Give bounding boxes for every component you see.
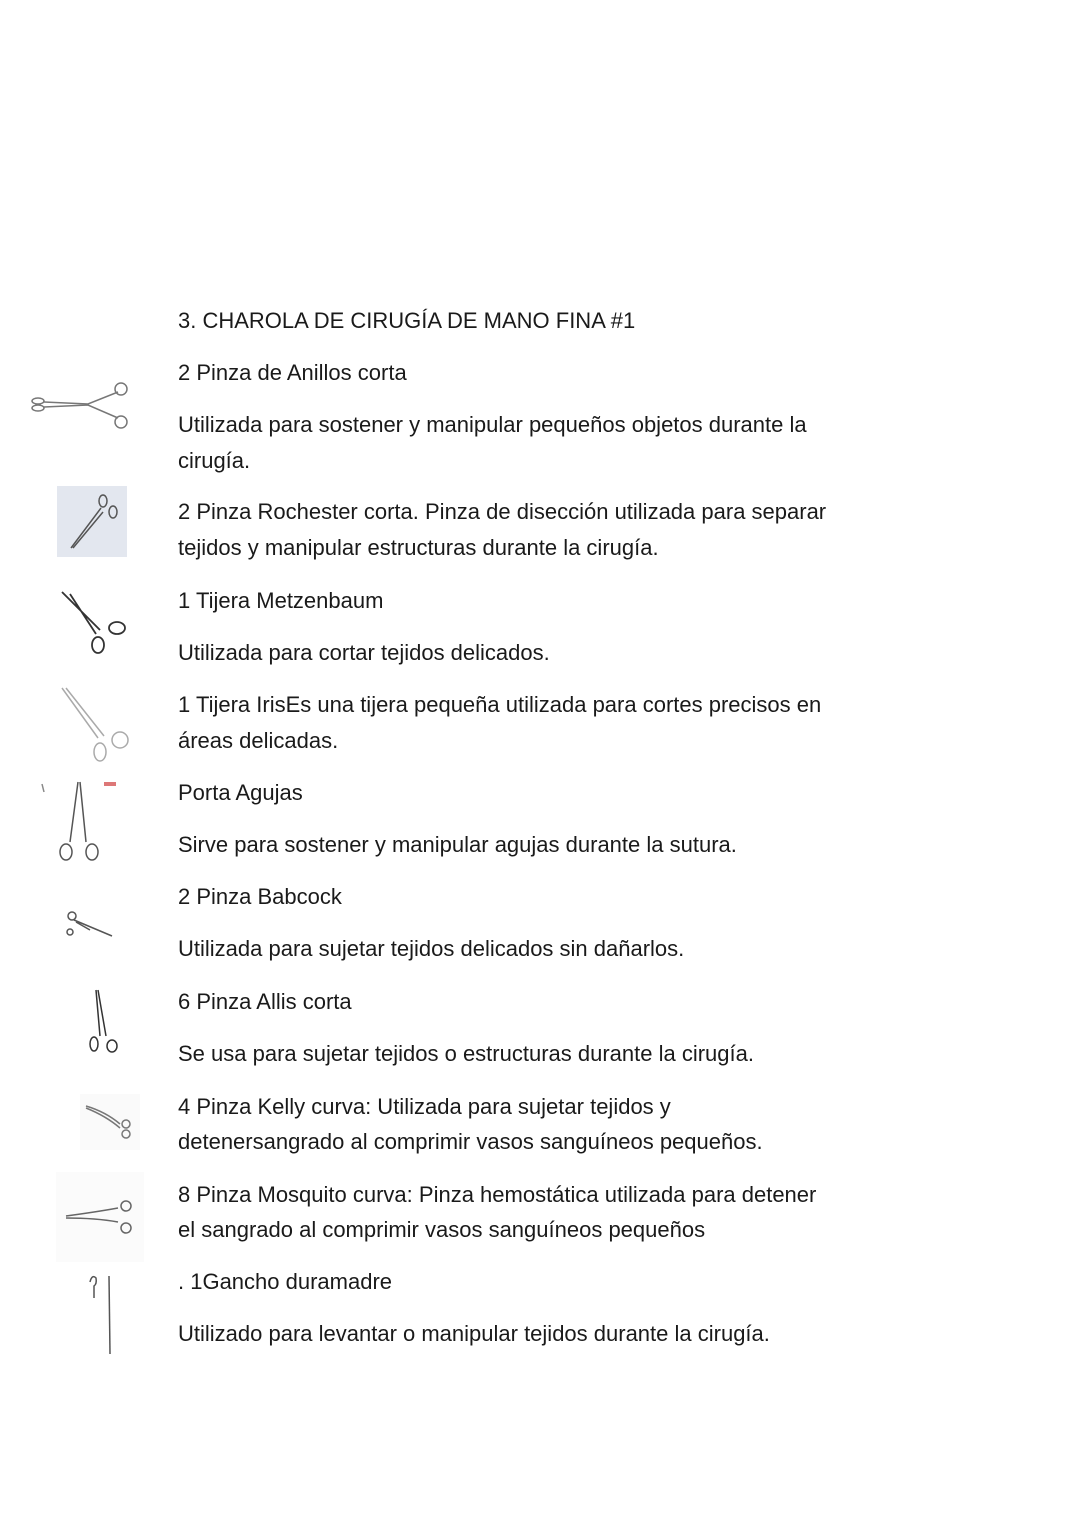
iris-scissors-icon (58, 686, 134, 764)
item-desc: tejidos y manipular estructuras durante la cirugía. (178, 535, 659, 560)
item-desc: el sangrado al comprimir vasos sanguíneos pequeños (178, 1217, 706, 1242)
item-name: 2 Pinza Babcock (178, 884, 342, 909)
item-name: 8 Pinza Mosquito curva: Pinza hemostática utilizada para detener (178, 1182, 817, 1207)
babcock-forceps-icon (60, 908, 120, 944)
allis-forceps-icon (80, 988, 124, 1056)
item-desc: Sirve para sostener y manipular agujas durante la sutura. (178, 832, 737, 857)
item-desc: Utilizada para sostener y manipular pequeños objetos durante la (178, 412, 807, 437)
dura-hook-icon (84, 1272, 120, 1358)
item-name: Porta Agujas (178, 780, 303, 805)
mosquito-forceps-icon (56, 1172, 144, 1262)
item-desc: Utilizada para cortar tejidos delicados. (178, 640, 550, 665)
metzenbaum-scissors-icon (58, 590, 130, 656)
item-name: 2 Pinza Rochester corta. Pinza de disección utilizada para separar (178, 499, 827, 524)
item-desc: Se usa para sujetar tejidos o estructuras durante la cirugía. (178, 1041, 754, 1066)
item-desc: áreas delicadas. (178, 728, 339, 753)
needle-holder-icon (36, 778, 126, 864)
item-desc: Utilizado para levantar o manipular tejidos durante la cirugía. (178, 1321, 770, 1346)
item-name: 6 Pinza Allis corta (178, 989, 352, 1014)
item-name: 1 Tijera IrisEs una tijera pequeña utilizada para cortes precisos en (178, 692, 822, 717)
rochester-forceps-icon (57, 486, 127, 557)
item-desc: cirugía. (178, 448, 251, 473)
item-name: 1 Tijera Metzenbaum (178, 588, 384, 613)
ring-forceps-icon (28, 380, 132, 432)
kelly-forceps-icon (80, 1094, 140, 1150)
item-name: 4 Pinza Kelly curva: Utilizada para sujetar tejidos y (178, 1094, 671, 1119)
item-name: . 1Gancho duramadre (178, 1269, 393, 1294)
section-title: 3. CHAROLA DE CIRUGÍA DE MANO FINA #1 (178, 308, 636, 333)
item-desc: Utilizada para sujetar tejidos delicados sin dañarlos. (178, 936, 685, 961)
item-name: 2 Pinza de Anillos corta (178, 360, 407, 385)
item-desc: detenersangrado al comprimir vasos sanguíneos pequeños. (178, 1129, 763, 1154)
